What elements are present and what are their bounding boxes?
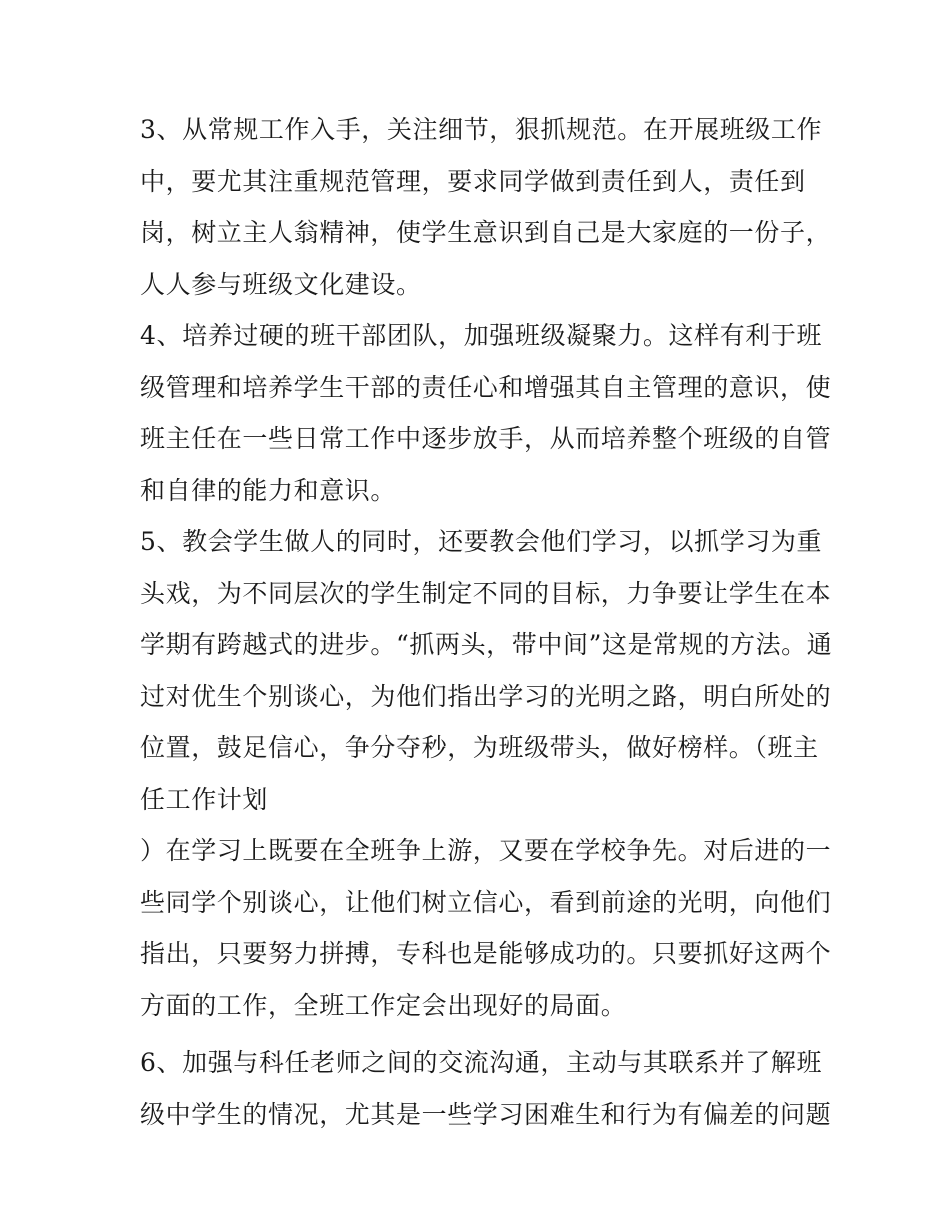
text-line-14: 任工作计划 bbox=[140, 784, 269, 814]
text-line-18: 方面的工作，全班工作定会出现好的局面。 bbox=[140, 990, 627, 1020]
text-line-17: 指出，只要努力拼搏，专科也是能够成功的。只要抓好这两个 bbox=[140, 939, 832, 968]
text-line-1: 3、从常规工作入手，关注细节，狠抓规范。在开展班级工作 bbox=[140, 115, 823, 144]
text-line-2: 中，要尤其注重规范管理，要求同学做到责任到人，责任到 bbox=[140, 166, 806, 196]
body-text bbox=[140, 104, 833, 1140]
text-line-10: 头戏，为不同层次的学生制定不同的目标，力争要让学生在本 bbox=[140, 578, 832, 608]
text-line-11: 学期有跨越式的进步。“抓两头，带中间”这是常规的方法。通 bbox=[140, 630, 833, 659]
text-line-16: 些同学个别谈心，让他们树立信心，看到前途的光明，向他们 bbox=[140, 887, 832, 917]
text-line-4: 人人参与班级文化建设。 bbox=[140, 269, 422, 299]
text-line-9: 5、教会学生做人的同时，还要教会他们学习，以抓学习为重 bbox=[140, 527, 823, 556]
text-line-19: 6、加强与科任老师之间的交流沟通，主动与其联系并了解班 bbox=[140, 1048, 823, 1077]
text-line-7: 班主任在一些日常工作中逐步放手，从而培养整个班级的自管 bbox=[140, 424, 832, 453]
text-line-15: ）在学习上既要在全班争上游，又要在学校争先。对后进的一 bbox=[140, 836, 832, 865]
text-line-6: 级管理和培养学生干部的责任心和增强其自主管理的意识，使 bbox=[140, 372, 832, 402]
text-line-3: 岗，树立主人翁精神，使学生意识到自己是大家庭的一份子， bbox=[140, 218, 832, 247]
text-line-12: 过对优生个别谈心，为他们指出学习的光明之路，明白所处的 bbox=[140, 681, 832, 711]
text-line-8: 和自律的能力和意识。 bbox=[140, 475, 397, 505]
text-line-5: 4、培养过硬的班干部团队，加强班级凝聚力。这样有利于班 bbox=[140, 321, 823, 350]
text-line-13: 位置，鼓足信心，争分夺秒，为班级带头，做好榜样。（班主 bbox=[140, 733, 819, 762]
text-line-20: 级中学生的情况，尤其是一些学习困难生和行为有偏差的问题 bbox=[140, 1099, 832, 1129]
